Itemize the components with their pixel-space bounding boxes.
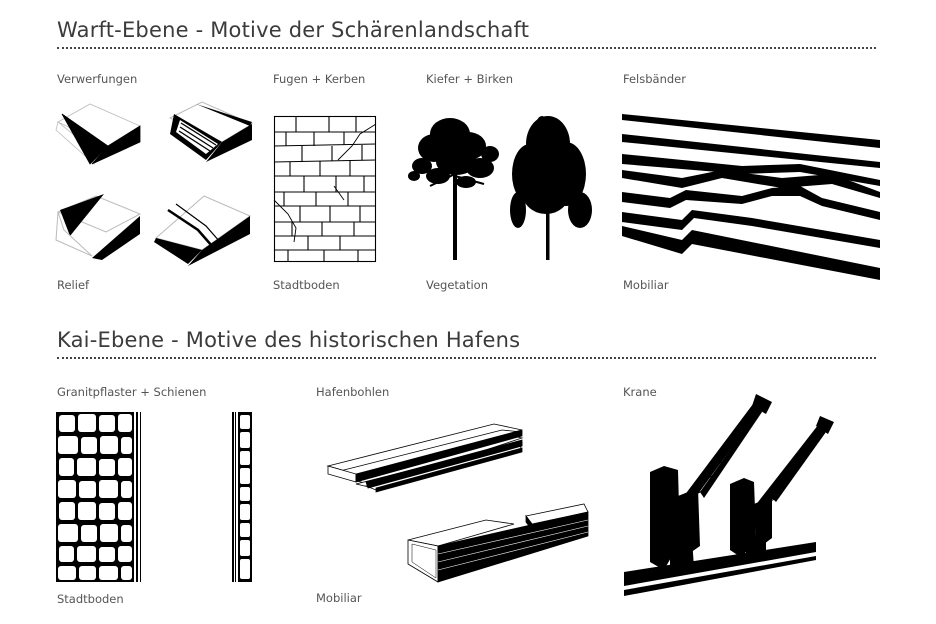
section-title-kai: Kai-Ebene - Motive des historischen Hafens xyxy=(57,328,521,352)
section-title-warft: Warft-Ebene - Motive der Schärenlandschaft xyxy=(57,18,530,42)
stone-joint-pattern xyxy=(274,116,376,262)
label-relief: Relief xyxy=(57,278,90,292)
trees-illustration xyxy=(410,114,600,262)
label-mobiliar: Mobiliar xyxy=(623,278,669,292)
harbor-cranes-illustration xyxy=(620,392,836,602)
section-divider xyxy=(57,357,876,359)
stair-block xyxy=(170,102,252,162)
label-stadtboden: Stadtboden xyxy=(57,592,124,606)
relief-blocks-illustration xyxy=(56,100,256,270)
rock-bands-illustration xyxy=(622,114,882,282)
granite-paving-illustration xyxy=(56,412,254,584)
section-divider xyxy=(57,47,876,49)
harbor-planks-illustration xyxy=(326,420,596,592)
label-granitpflaster-schienen: Granitpflaster + Schienen xyxy=(57,385,207,399)
label-fugen-kerben: Fugen + Kerben xyxy=(273,72,366,86)
pine-tree-icon xyxy=(408,118,499,260)
label-mobiliar: Mobiliar xyxy=(316,591,362,605)
label-verwerfungen: Verwerfungen xyxy=(57,72,138,86)
fault-block xyxy=(56,104,140,164)
label-kiefer-birken: Kiefer + Birken xyxy=(426,72,514,86)
label-hafenbohlen: Hafenbohlen xyxy=(316,385,390,399)
crane-icon xyxy=(730,416,834,564)
label-stadtboden: Stadtboden xyxy=(273,278,340,292)
label-vegetation: Vegetation xyxy=(426,278,489,292)
fault-block xyxy=(56,194,140,260)
label-krane: Krane xyxy=(623,385,657,399)
label-felsbaender: Felsbänder xyxy=(623,72,686,86)
fault-block xyxy=(154,196,250,266)
birch-tree-icon xyxy=(510,116,592,260)
